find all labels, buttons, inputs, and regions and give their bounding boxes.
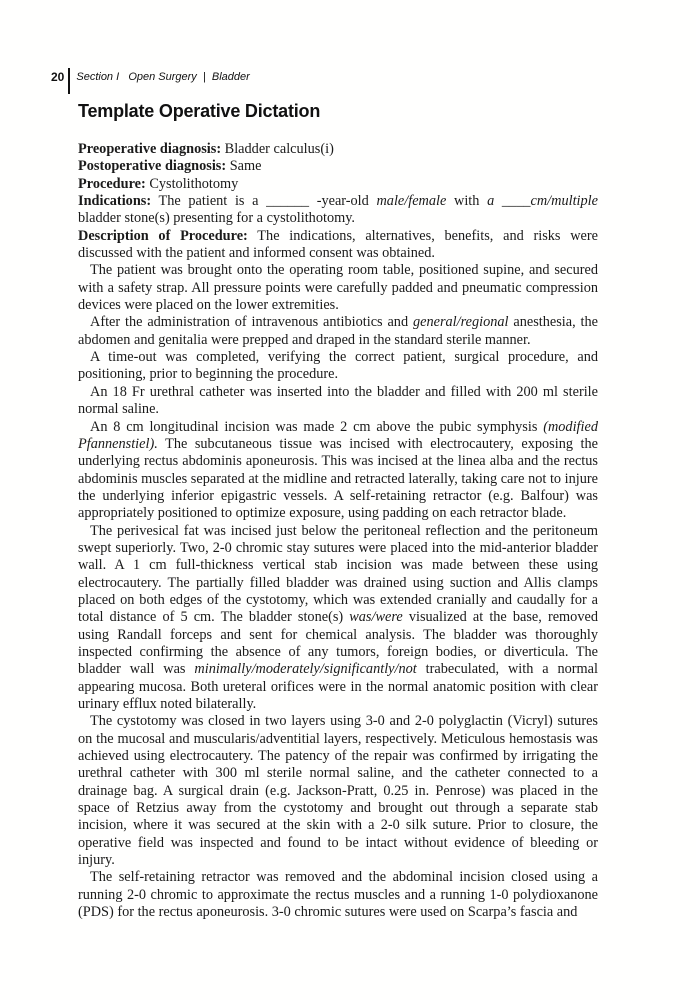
paragraph-catheter: An 18 Fr urethral catheter was inserted into the bladder and filled with 200 ml sterile normal saline. [78, 383, 598, 418]
preoperative-diagnosis [78, 141, 598, 158]
running-head-text: Section I Open Surgery | Bladder [76, 71, 250, 83]
emphasis: general/regional [412, 314, 509, 331]
field-value: Cystolithotomy [145, 175, 239, 192]
emphasis: male/female [376, 193, 447, 210]
field-value: Bladder calculus(i) [221, 141, 334, 157]
dictation-body [78, 141, 598, 921]
paragraph-anesthesia [78, 314, 598, 349]
emphasis: a ____cm/multiple [487, 193, 598, 210]
paragraph-retractor-removal: The self-retaining retractor was removed and the abdominal incision closed using a running 2-0 chromic to approximate the rectus muscles and a running 1-0 polydioxanone (PDS) for the rectus aponeurosis. 3-0 chromic sutures were used on Scarpa’s fascia and [78, 869, 598, 921]
paragraph-cystotomy [78, 523, 598, 714]
description-of-procedure [78, 228, 598, 263]
emphasis: (modified Pfannenstiel). [78, 418, 598, 452]
text-run: with [446, 193, 488, 210]
text-run: trabeculated, with a normal appearing mucosa. Both ureteral orifices were in the normal anatomic position with clear urinary efflux noted bilaterally. [78, 661, 598, 712]
text-run: The subcutaneous tissue was incised with electrocautery, exposing the underlying rectus abdominis aponeurosis. This was incised at the linea alba and the rectus abdominis muscles separated at the midline and retracted laterally, taking care not to injure the underlying inferior epigastric vessels. A self-retaining retractor (e.g. Balfour) was appropriately positioned to optimize exposure, using padding on each retractor blade. [78, 435, 598, 522]
procedure [78, 176, 598, 193]
text-run: bladder stone(s) presenting for a cystolithotomy. [78, 210, 356, 227]
text-run: visualized at the base, removed using Randall forceps and sent for chemical analysis. The bladder was thoroughly inspected confirming the absence of any tumors, foreign bodies, or diverticula. The bladder wall was [78, 609, 598, 678]
section-title: Template Operative Dictation [78, 101, 321, 121]
paragraph-positioning: The patient was brought onto the operating room table, positioned supine, and secured with a safety strap. All pressure points were carefully padded and pneumatic compression devices were placed on the lower extremities. [78, 262, 598, 314]
paragraph-time-out: A time-out was completed, verifying the correct patient, surgical procedure, and positioning, prior to beginning the procedure. [78, 349, 598, 383]
field-label: Indications: [78, 193, 152, 210]
field-label: Preoperative diagnosis: [78, 141, 222, 157]
text-run: The patient is a ______ -year-old [151, 193, 377, 210]
text-run: The perivesical fat was incised just below the peritoneal reflection and the peritoneum swept superiorly. Two, 2-0 chromic stay sutures were placed into the mid-anterior bladder wall. A 1 cm full-thickness vertical stab incision was made between these using electrocautery. The partially filled bladder was drained using suction and Allis clamps placed on both edges of the cystotomy, which was extended cranially and caudally for a total distance of 5 cm. The bladder stone(s) [78, 522, 598, 626]
running-head [51, 68, 250, 94]
field-label: Description of Procedure: [78, 227, 248, 244]
field-value: The indications, alternatives, benefits, and risks were discussed with the patient and informed consent was obtained. [78, 227, 598, 262]
header-divider [68, 68, 70, 94]
text-run: An 8 cm longitudinal incision was made 2 cm above the pubic symphysis [90, 418, 544, 435]
text-run: After the administration of intravenous antibiotics and [90, 314, 413, 331]
emphasis: was/were [349, 609, 403, 626]
postoperative-diagnosis [78, 158, 598, 175]
field-label: Procedure: [78, 175, 146, 192]
text-run: anesthesia, the abdomen and genitalia were prepped and draped in the standard sterile manner. [78, 314, 598, 348]
indications [78, 193, 598, 228]
paragraph-incision [78, 419, 598, 523]
paragraph-closure: The cystotomy was closed in two layers using 3-0 and 2-0 polyglactin (Vicryl) sutures on the mucosal and muscularis/adventitial layers, respectively. Meticulous hemostasis was achieved using electrocautery. The patency of the repair was confirmed by irrigating the urethral catheter with 300 ml sterile normal saline, and the catheter connected to a drainage bag. A surgical drain (e.g. Jackson-Pratt, 0.25 in. Penrose) was placed in the space of Retzius away from the cystotomy and brought out through a separate stab incision, where it was secured at the skin with a 2-0 silk suture. Prior to closure, the operative field was inspected and found to be intact without evidence of bleeding or injury. [78, 713, 598, 869]
field-value: Same [226, 158, 262, 175]
emphasis: minimally/moderately/significantly/not [194, 661, 417, 678]
page-number: 20 [51, 70, 65, 84]
field-label: Postoperative diagnosis: [78, 158, 227, 175]
